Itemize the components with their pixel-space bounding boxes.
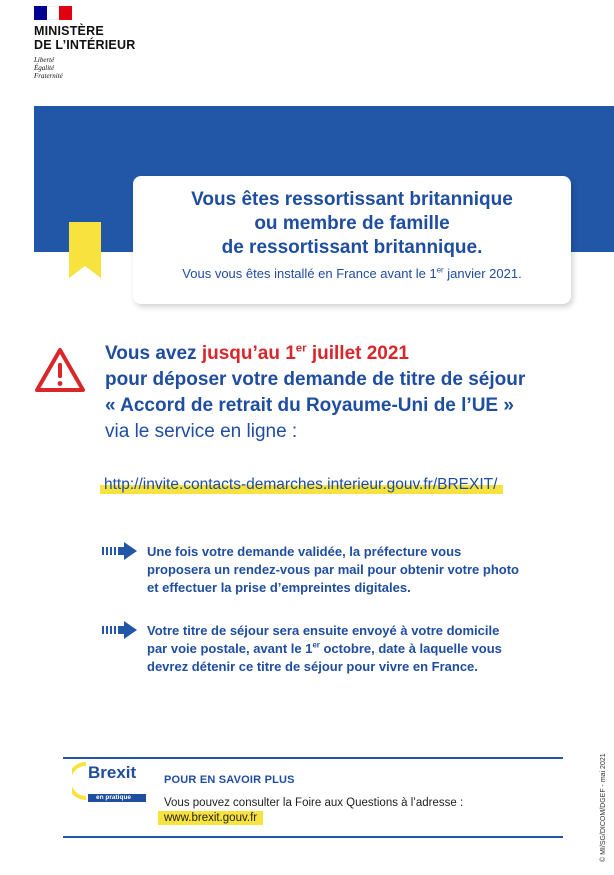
intro-sub-after: janvier 2021.	[443, 266, 522, 281]
bullet-appointment	[147, 543, 577, 597]
deadline-line-3: « Accord de retrait du Royaume-Uni de l’UE »	[105, 395, 514, 416]
motto-fraternite: Fraternité	[34, 72, 63, 80]
warning-triangle-icon	[34, 346, 86, 394]
deadline-date-before: jusqu’au 1	[201, 343, 296, 364]
footer-bottom-divider	[63, 836, 563, 838]
bullet-1-line-1: Une fois votre demande validée, la préfecture vous	[147, 544, 462, 559]
more-info-text: Vous pouvez consulter la Foire aux Questions à l’adresse :	[164, 797, 464, 809]
bullet-2-sup: er	[312, 640, 320, 650]
republic-motto	[34, 56, 63, 80]
intro-card	[133, 176, 571, 304]
yellow-bookmark-icon	[69, 222, 101, 278]
intro-card-title	[133, 188, 571, 260]
bullet-delivery	[147, 622, 577, 676]
deadline-notice	[105, 341, 575, 445]
bullet-1-line-2: proposera un rendez-vous par mail pour obtenir votre photo	[147, 562, 519, 577]
intro-card-subtitle	[133, 266, 571, 281]
motto-liberte: Liberté	[34, 56, 55, 64]
deadline-line-4: via le service en ligne :	[105, 421, 298, 442]
arrow-right-icon	[102, 541, 138, 561]
ministry-line-1: MINISTÈRE	[34, 24, 104, 38]
brexit-logo-tag: en pratique	[96, 794, 132, 801]
online-service-link[interactable]: http://invite.contacts-demarches.interieur.gouv.fr/BREXIT/	[100, 474, 503, 494]
arrow-right-icon	[102, 620, 138, 640]
ministry-line-2: DE L’INTÉRIEUR	[34, 38, 136, 52]
intro-title-line-2: ou membre de famille	[254, 213, 450, 234]
faq-link[interactable]: www.brexit.gouv.fr	[158, 811, 263, 825]
bullet-2-after: octobre, date à laquelle vous	[319, 641, 502, 656]
deadline-line-1	[105, 341, 575, 367]
bullet-2-line-2	[147, 640, 577, 658]
footer-top-divider	[63, 757, 563, 759]
copyright-credit: © MI/SG/DICOM/DGEF - mai 2021	[600, 753, 607, 862]
intro-title-line-3: de ressortissant britannique.	[221, 237, 483, 258]
bullet-2-before: par voie postale, avant le 1	[147, 641, 313, 656]
brexit-en-pratique-logo	[72, 760, 148, 804]
deadline-date-sup: er	[295, 342, 307, 355]
republic-flag-logo	[34, 6, 72, 20]
bullet-2-line-3: devrez détenir ce titre de séjour pour vivre en France.	[147, 659, 478, 674]
bullet-1-line-3: et effectuer la prise d’empreintes digitales.	[147, 580, 411, 595]
brexit-logo-word: Brexit	[88, 763, 137, 782]
bullet-2-line-1: Votre titre de séjour sera ensuite envoyé à votre domicile	[147, 623, 500, 638]
ministry-name	[34, 24, 135, 52]
intro-sub-before: Vous vous êtes installé en France avant le 1	[182, 266, 437, 281]
intro-title-line-1: Vous êtes ressortissant britannique	[191, 189, 513, 210]
intro-sub-sup: er	[436, 265, 444, 275]
motto-egalite: Égalité	[34, 64, 55, 72]
more-info-title: POUR EN SAVOIR PLUS	[164, 774, 295, 786]
deadline-date-after: juillet 2021	[306, 343, 410, 364]
deadline-lead: Vous avez	[105, 343, 202, 364]
deadline-line-2: pour déposer votre demande de titre de séjour	[105, 369, 526, 390]
